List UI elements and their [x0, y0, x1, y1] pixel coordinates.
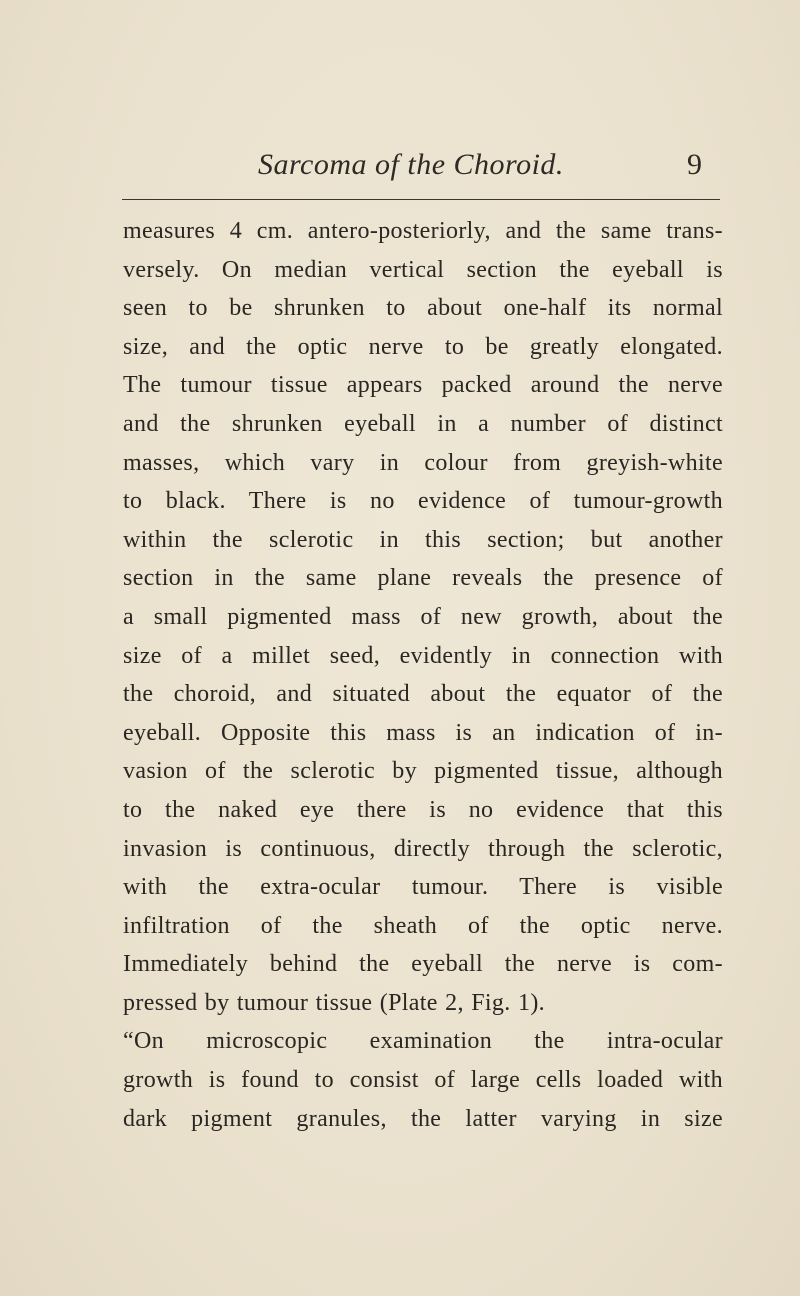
header-rule [122, 199, 720, 200]
text-line: section in the same plane reveals the presence of [123, 565, 723, 592]
running-head [0, 148, 800, 188]
page-number: 9 [687, 148, 702, 181]
text-line: size, and the optic nerve to be greatly elongated. [123, 333, 723, 360]
body-text [123, 212, 723, 1138]
text-line: Immediately behind the eyeball the nerve is com- [123, 951, 723, 978]
running-title: Sarcoma of the Choroid. [258, 148, 564, 181]
text-line: infiltration of the sheath of the optic nerve. [123, 912, 723, 939]
text-line: masses, which vary in colour from greyish-white [123, 449, 723, 476]
text-line: to the naked eye there is no evidence that this [123, 796, 723, 823]
text-line: a small pigmented mass of new growth, about the [123, 603, 723, 630]
text-line: measures 4 cm. antero-posteriorly, and the same trans- [123, 218, 723, 244]
text-line: within the sclerotic in this section; but another [123, 526, 723, 553]
text-line: The tumour tissue appears packed around the nerve [123, 372, 723, 399]
text-line: size of a millet seed, evidently in connection with [123, 642, 723, 669]
text-line: seen to be shrunken to about one-half its normal [123, 295, 723, 322]
text-line: to black. There is no evidence of tumour-growth [123, 488, 723, 515]
text-line: and the shrunken eyeball in a number of distinct [123, 410, 723, 437]
text-line: the choroid, and situated about the equator of the [123, 681, 723, 708]
text-line: dark pigment granules, the latter varying in size [123, 1105, 723, 1132]
text-line: vasion of the sclerotic by pigmented tissue, although [123, 758, 723, 785]
text-line: eyeball. Opposite this mass is an indication of in- [123, 719, 723, 746]
text-line: with the extra-ocular tumour. There is visible [123, 874, 723, 901]
text-line: “On microscopic examination the intra-ocular [123, 1028, 723, 1055]
text-line: invasion is continuous, directly through the sclerotic, [123, 835, 723, 862]
text-line: pressed by tumour tissue (Plate 2, Fig. 1). [123, 989, 546, 1016]
text-line: growth is found to consist of large cells loaded with [123, 1067, 723, 1094]
text-line: versely. On median vertical section the eyeball is [123, 256, 723, 283]
